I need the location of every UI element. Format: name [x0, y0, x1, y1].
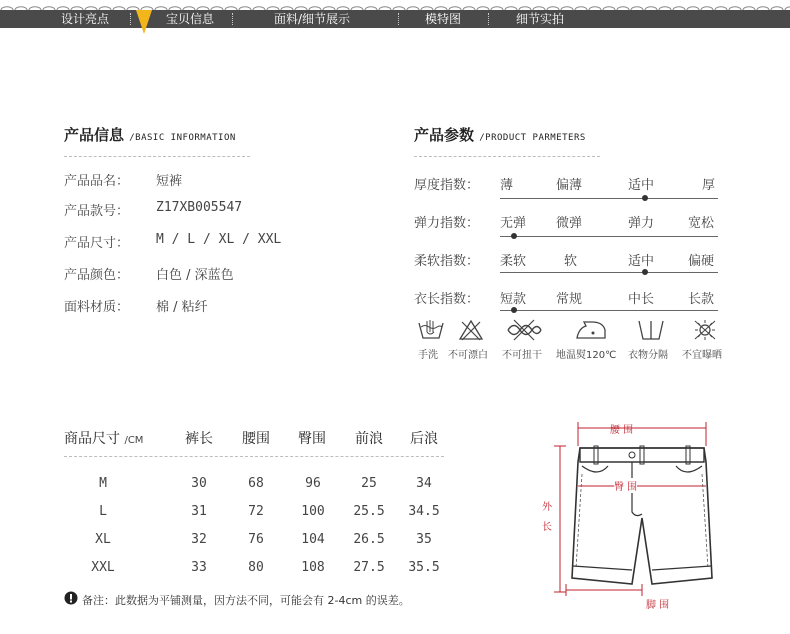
- nav-bar: [0, 10, 790, 28]
- table-cell: 104: [301, 532, 325, 547]
- table-cell: 31: [191, 504, 207, 519]
- size-table-title-text: 商品尺寸: [64, 431, 120, 447]
- param-label: 衣长指数：: [414, 292, 480, 307]
- nav-separator: [398, 13, 399, 25]
- length-label-1: 外: [542, 502, 552, 513]
- params-subtitle-text: PRODUCT PARMETERS: [485, 133, 586, 143]
- param-option: 中长: [628, 292, 655, 307]
- table-header: 臀围: [298, 431, 326, 447]
- care-label: 不可扭干: [502, 350, 542, 361]
- basic-info-title: [64, 124, 236, 145]
- params-subtitle: /PRODUCT PARMETERS: [479, 133, 586, 143]
- param-selected-dot: [511, 307, 517, 313]
- active-tab-indicator-icon: [136, 10, 152, 34]
- table-header: 后浪: [410, 431, 438, 447]
- care-label: 不宜曝晒: [682, 350, 722, 361]
- table-cell: 32: [191, 532, 207, 547]
- param-option: 微弹: [556, 216, 583, 231]
- table-cell: 25: [361, 476, 377, 491]
- param-option: 柔软: [500, 254, 527, 269]
- size-table-title: [64, 428, 143, 448]
- divider: [414, 156, 600, 157]
- shorts-diagram: [536, 418, 732, 614]
- basic-info-subtitle: /BASIC INFORMATION: [129, 133, 236, 143]
- param-scale-line: [500, 310, 718, 311]
- care-label: 不可漂白: [448, 350, 488, 361]
- nav-tab-product-info[interactable]: 宝贝信息: [165, 12, 214, 26]
- table-header: 前浪: [355, 431, 383, 447]
- param-selected-dot: [642, 269, 648, 275]
- table-header: 裤长: [185, 431, 213, 447]
- warning-icon: [64, 591, 78, 605]
- param-label: 弹力指数：: [414, 216, 480, 231]
- divider: [64, 156, 250, 157]
- care-label: 地温熨120℃: [556, 350, 617, 361]
- hand-wash-icon: [416, 318, 446, 342]
- table-cell: 100: [301, 504, 325, 519]
- table-cell: 80: [248, 560, 264, 575]
- param-scale-line: [500, 272, 718, 273]
- info-value-name: 短裤: [156, 174, 183, 189]
- nav-separator: [232, 13, 233, 25]
- info-label-size: 产品尺寸：: [64, 236, 130, 251]
- top-decor-strip: [0, 0, 790, 10]
- params-title: [414, 124, 586, 145]
- param-option: 无弹: [500, 216, 527, 231]
- param-option: 短款: [500, 292, 527, 307]
- param-option: 宽松: [688, 216, 715, 231]
- basic-info-title-text: 产品信息: [64, 126, 125, 144]
- info-label-name: 产品品名：: [64, 174, 130, 189]
- table-cell: 34: [416, 476, 432, 491]
- param-option: 偏硬: [688, 254, 715, 269]
- info-label-style-no: 产品款号：: [64, 204, 130, 219]
- info-label-material: 面料材质：: [64, 300, 130, 315]
- info-value-material: 棉 / 粘纤: [156, 300, 208, 315]
- basic-info-subtitle-text: BASIC INFORMATION: [135, 133, 236, 143]
- param-option: 软: [564, 254, 578, 269]
- hem-label: 脚 围: [646, 600, 670, 611]
- no-wring-icon: [504, 318, 544, 342]
- wash-separately-icon: [636, 318, 666, 342]
- info-value-size: M / L / XL / XXL: [156, 232, 282, 247]
- table-cell: 68: [248, 476, 264, 491]
- divider: [64, 456, 444, 457]
- param-option: 长款: [688, 292, 715, 307]
- size-table-unit: /CM: [124, 435, 144, 446]
- table-cell: 72: [248, 504, 264, 519]
- param-option: 偏薄: [556, 178, 583, 193]
- param-option: 适中: [628, 178, 655, 193]
- care-label: 手洗: [418, 350, 438, 361]
- no-bleach-icon: [458, 318, 484, 342]
- table-cell: 76: [248, 532, 264, 547]
- table-cell: 27.5: [353, 560, 385, 575]
- param-label: 柔软指数：: [414, 254, 480, 269]
- nav-tab-fabric-details[interactable]: 面料/细节展示: [273, 12, 351, 26]
- param-scale-line: [500, 236, 718, 237]
- param-option: 厚: [702, 178, 716, 193]
- no-sun-dry-icon: [690, 318, 720, 342]
- table-cell: 108: [301, 560, 325, 575]
- param-option: 适中: [628, 254, 655, 269]
- waist-label: 腰 围: [610, 425, 634, 436]
- info-value-color: 白色 / 深蓝色: [156, 268, 234, 283]
- table-cell: 96: [305, 476, 321, 491]
- info-value-style-no: Z17XB005547: [156, 200, 243, 215]
- table-cell: 35.5: [408, 560, 440, 575]
- nav-separator: [130, 13, 131, 25]
- nav-tab-detail-shots[interactable]: 细节实拍: [515, 12, 564, 26]
- param-option: 弹力: [628, 216, 655, 231]
- nav-tab-design-highlights[interactable]: 设计亮点: [60, 12, 109, 26]
- table-cell: 30: [191, 476, 207, 491]
- table-cell: 25.5: [353, 504, 385, 519]
- param-label: 厚度指数：: [414, 178, 480, 193]
- nav-separator: [488, 13, 489, 25]
- table-cell: 26.5: [353, 532, 385, 547]
- length-label-2: 长: [542, 522, 552, 533]
- param-scale-line: [500, 198, 718, 199]
- table-header: 腰围: [242, 431, 270, 447]
- table-cell: 35: [416, 532, 432, 547]
- table-cell-size: M: [99, 476, 107, 491]
- care-label: 衣物分隔: [628, 350, 668, 361]
- param-selected-dot: [642, 195, 648, 201]
- param-selected-dot: [511, 233, 517, 239]
- table-cell: 33: [191, 560, 207, 575]
- params-title-text: 产品参数: [414, 126, 475, 144]
- param-option: 常规: [556, 292, 583, 307]
- size-table-unit-text: CM: [127, 435, 144, 446]
- info-label-color: 产品颜色：: [64, 268, 130, 283]
- table-cell-size: L: [99, 504, 107, 519]
- iron-low-icon: [574, 318, 608, 342]
- hip-label: 臀 围: [614, 478, 637, 493]
- measurement-note: 备注：此数据为平铺测量，因方法不同，可能会有 2-4cm 的误差。: [82, 594, 410, 607]
- table-cell: 34.5: [408, 504, 440, 519]
- param-option: 薄: [500, 178, 514, 193]
- table-cell-size: XXL: [91, 560, 115, 575]
- nav-tab-model-photos[interactable]: 模特图: [424, 12, 461, 26]
- table-cell-size: XL: [95, 532, 111, 547]
